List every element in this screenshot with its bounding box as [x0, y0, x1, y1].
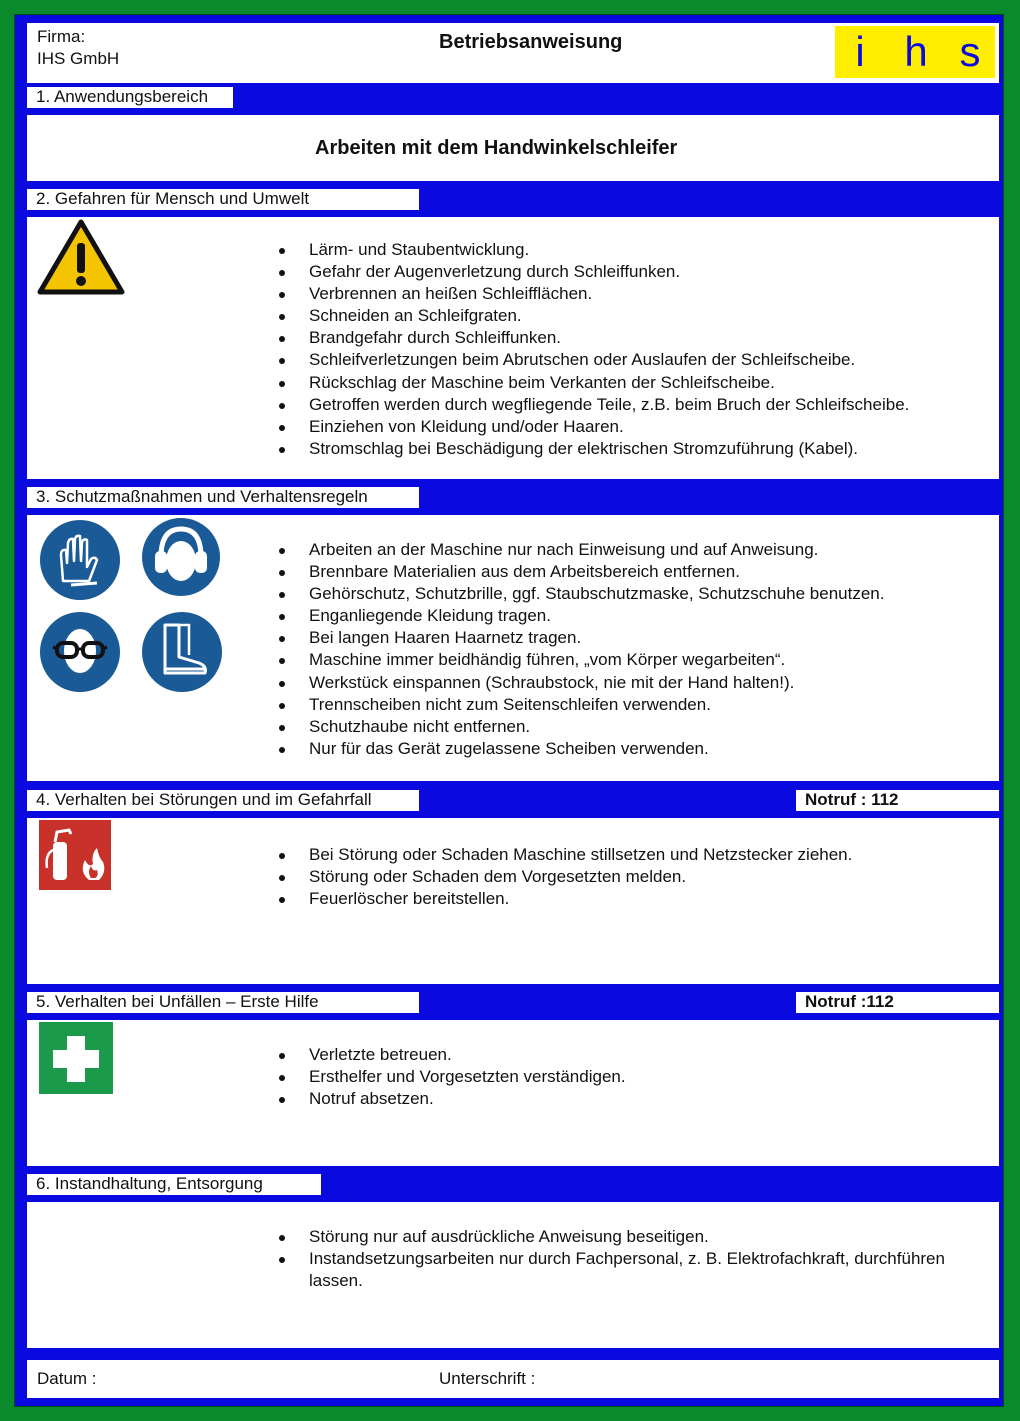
list-item: Feuerlöscher bereitstellen.: [277, 888, 852, 910]
ihs-logo: [835, 26, 995, 78]
section-5-panel: [27, 1020, 999, 1166]
section-4-panel: [27, 818, 999, 984]
list-item: Bei langen Haaren Haarnetz tragen.: [277, 627, 885, 649]
list-item: Störung oder Schaden dem Vorgesetzten melden.: [277, 866, 852, 888]
ear-protection-icon: [141, 517, 221, 597]
emergency-number-badge: Notruf :112: [796, 992, 999, 1013]
list-item: Brennbare Materialien aus dem Arbeitsbereich entfernen.: [277, 561, 885, 583]
list-item: Schutzhaube nicht entfernen.: [277, 716, 885, 738]
safety-goggles-icon: [39, 611, 121, 693]
logo-letter-h: h: [904, 28, 928, 75]
list-item: Verletzte betreuen.: [277, 1044, 626, 1066]
fire-extinguisher-icon: [39, 820, 111, 890]
list-item: Enganliegende Kleidung tragen.: [277, 605, 885, 627]
list-item-continuation: lassen.: [309, 1271, 363, 1291]
list-item: Gefahr der Augenverletzung durch Schleiffunken.: [277, 261, 909, 283]
section-2-panel: [27, 217, 999, 479]
section-6-heading: 6. Instandhaltung, Entsorgung: [27, 1174, 321, 1195]
list-item: Schleifverletzungen beim Abrutschen oder Auslaufen der Schleifscheibe.: [277, 349, 909, 371]
section-3-panel: [27, 515, 999, 781]
warning-triangle-icon: [37, 219, 125, 295]
list-item: Bei Störung oder Schaden Maschine stillsetzen und Netzstecker ziehen.: [277, 844, 852, 866]
document-sheet: [14, 14, 1004, 1407]
malfunction-list: [277, 844, 852, 910]
list-item: Lärm- und Staubentwicklung.: [277, 239, 909, 261]
hazards-list: [277, 239, 909, 460]
list-item: Instandsetzungsarbeiten nur durch Fachpersonal, z. B. Elektrofachkraft, durchführen: [277, 1248, 945, 1270]
list-item: Stromschlag bei Beschädigung der elektrischen Stromzuführung (Kabel).: [277, 438, 909, 460]
section-6-panel: [27, 1202, 999, 1348]
document-title: Betriebsanweisung: [439, 31, 623, 53]
date-label: Datum :: [37, 1369, 97, 1388]
section-5-heading: 5. Verhalten bei Unfällen – Erste Hilfe: [27, 992, 419, 1013]
emergency-number-badge: Notruf : 112: [796, 790, 999, 811]
section-4-heading: 4. Verhalten bei Störungen und im Gefahrfall: [27, 790, 419, 811]
list-item: Schneiden an Schleifgraten.: [277, 305, 909, 327]
list-item: Verbrennen an heißen Schleifflächen.: [277, 283, 909, 305]
section-1-heading: 1. Anwendungsbereich: [27, 87, 233, 108]
list-item: Rückschlag der Maschine beim Verkanten der Schleifscheibe.: [277, 372, 909, 394]
protective-measures-list: [277, 539, 885, 760]
list-item: Nur für das Gerät zugelassene Scheiben verwenden.: [277, 738, 885, 760]
signature-label: Unterschrift :: [439, 1369, 536, 1388]
section-2-heading: 2. Gefahren für Mensch und Umwelt: [27, 189, 419, 210]
list-item: Ersthelfer und Vorgesetzten verständigen.: [277, 1066, 626, 1088]
list-item: Getroffen werden durch wegfliegende Teile, z.B. beim Bruch der Schleifscheibe.: [277, 394, 909, 416]
company-label: Firma:: [37, 27, 86, 46]
first-aid-list: [277, 1044, 626, 1110]
list-item: Störung nur auf ausdrückliche Anweisung beseitigen.: [277, 1226, 945, 1248]
list-item: Arbeiten an der Maschine nur nach Einweisung und auf Anweisung.: [277, 539, 885, 561]
first-aid-icon: [39, 1022, 113, 1094]
logo-letter-s: s: [959, 28, 981, 75]
list-item: Notruf absetzen.: [277, 1088, 626, 1110]
list-item: Maschine immer beidhändig führen, „vom Körper wegarbeiten“.: [277, 649, 885, 671]
list-item: Trennscheiben nicht zum Seitenschleifen verwenden.: [277, 694, 885, 716]
section-3-heading: 3. Schutzmaßnahmen und Verhaltensregeln: [27, 487, 419, 508]
gloves-icon: [39, 519, 121, 601]
signature-panel: [27, 1360, 999, 1398]
section-1-panel: [27, 115, 999, 181]
list-item: Gehörschutz, Schutzbrille, ggf. Staubschutzmaske, Schutzschuhe benutzen.: [277, 583, 885, 605]
company-name: IHS GmbH: [37, 49, 120, 68]
list-item: Brandgefahr durch Schleiffunken.: [277, 327, 909, 349]
safety-boots-icon: [141, 611, 223, 693]
logo-letter-i: i: [855, 28, 865, 75]
header-panel: [27, 23, 999, 83]
list-item: Werkstück einspannen (Schraubstock, nie mit der Hand halten!).: [277, 672, 885, 694]
maintenance-list: [277, 1226, 945, 1292]
application-subject: Arbeiten mit dem Handwinkelschleifer: [315, 137, 678, 159]
list-item: Einziehen von Kleidung und/oder Haaren.: [277, 416, 909, 438]
